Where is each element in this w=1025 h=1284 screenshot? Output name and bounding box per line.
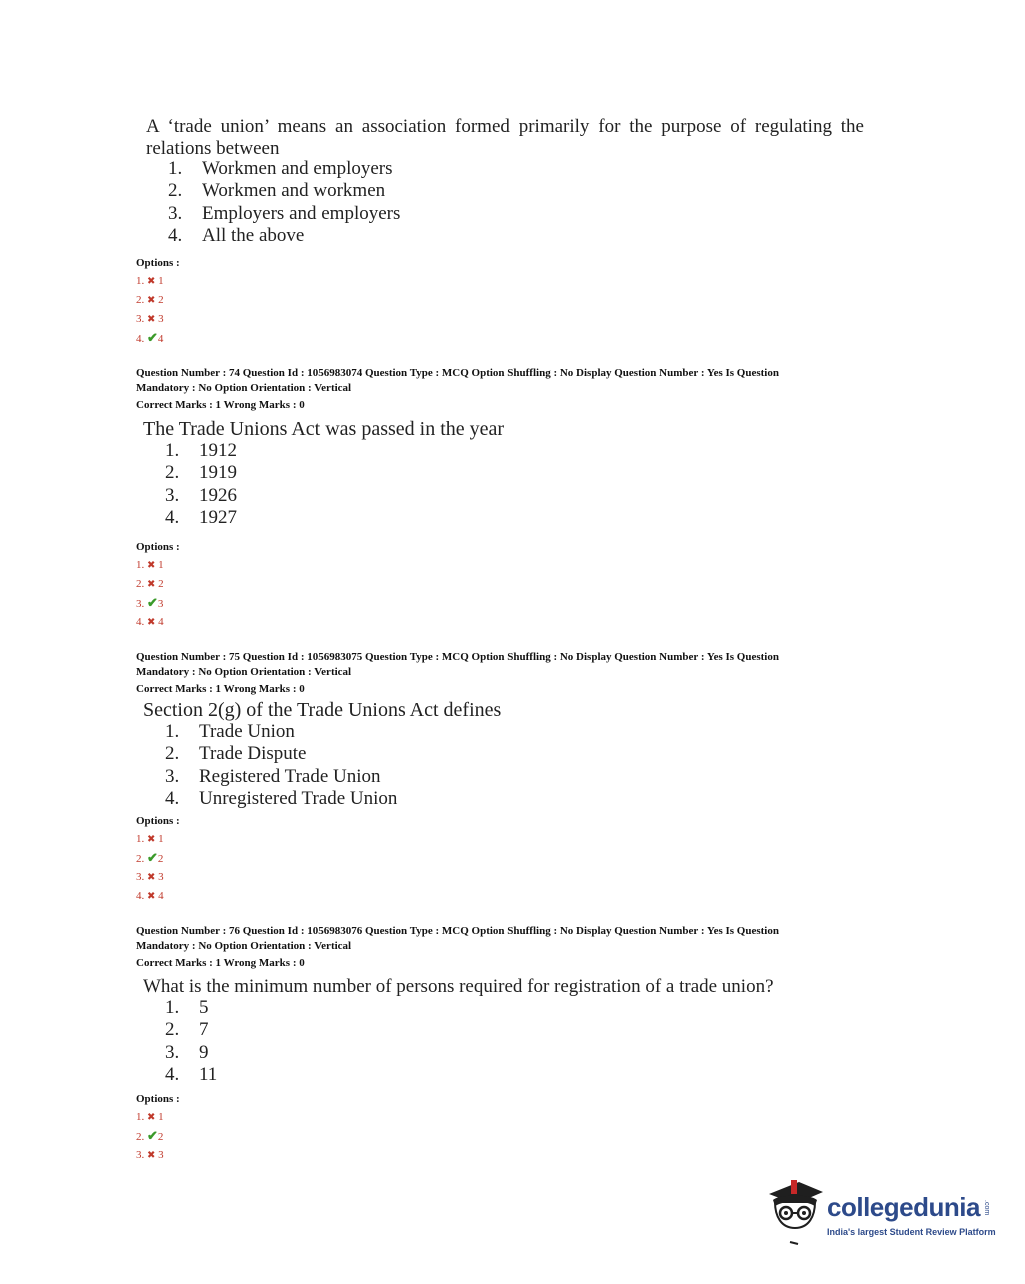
option-text: 7 — [199, 1019, 209, 1041]
option-text: All the above — [202, 224, 305, 246]
option-item — [165, 1019, 217, 1041]
answer-label: 3. — [136, 871, 145, 883]
answer-label: 3. — [136, 1149, 145, 1161]
option-item — [165, 485, 237, 507]
answer-row — [136, 613, 180, 632]
options-header: Options : — [136, 257, 180, 269]
answer-label: 1. — [136, 1111, 145, 1123]
answer-value: 2 — [158, 294, 164, 306]
answer-row — [136, 1127, 180, 1146]
option-number: 2. — [165, 743, 180, 765]
answer-row — [136, 556, 180, 575]
option-text: Trade Union — [199, 721, 295, 742]
option-number: 2. — [165, 1019, 180, 1041]
option-number: 3. — [165, 1041, 180, 1063]
logo-suffix: .com — [983, 1200, 990, 1216]
option-item — [165, 1064, 217, 1086]
answer-value: 1 — [158, 275, 164, 287]
option-text: Unregistered Trade Union — [199, 787, 398, 809]
meta-line: Mandatory : No Option Orientation : Vertical — [136, 940, 352, 952]
cross-icon: ✖ — [147, 560, 156, 571]
option-number: 4. — [168, 224, 183, 246]
cross-icon: ✖ — [147, 295, 156, 306]
cross-icon: ✖ — [147, 891, 156, 902]
option-number: 4. — [165, 506, 180, 528]
option-list — [165, 997, 217, 1086]
option-item — [165, 997, 217, 1019]
answer-label: 4. — [136, 890, 145, 902]
answer-value: 3 — [158, 1149, 164, 1161]
check-icon: ✔ — [147, 1128, 158, 1143]
options-header: Options : — [136, 1093, 180, 1105]
answer-key — [136, 812, 180, 906]
answer-row — [136, 594, 180, 613]
option-number: 1. — [165, 440, 180, 461]
answer-value: 1 — [158, 833, 164, 845]
check-icon: ✔ — [147, 850, 158, 865]
answer-value: 2 — [157, 853, 164, 865]
options-header: Options : — [136, 815, 180, 827]
answer-value: 4 — [157, 333, 164, 345]
option-text: Trade Dispute — [199, 743, 307, 765]
option-text: 11 — [199, 1063, 218, 1085]
question-meta — [136, 366, 866, 413]
option-number: 2. — [165, 462, 180, 484]
answer-row — [136, 830, 180, 849]
answer-value: 2 — [157, 1131, 164, 1143]
meta-line: Question Number : 75 Question Id : 1056983075 Question Type : MCQ Option Shuffling : No Display Question Number : Yes Is Question — [136, 651, 779, 663]
cross-icon: ✖ — [147, 1150, 156, 1161]
question-text: A ‘trade union’ means an association formed primarily for the purpose of regulating the relations between — [146, 116, 864, 159]
option-item — [165, 1042, 217, 1064]
answer-row — [136, 868, 180, 887]
answer-label: 2. — [136, 853, 145, 865]
option-item — [165, 743, 397, 765]
answer-label: 1. — [136, 559, 145, 571]
meta-line: Correct Marks : 1 Wrong Marks : 0 — [136, 399, 305, 411]
answer-row — [136, 849, 180, 868]
meta-line: Mandatory : No Option Orientation : Vertical — [136, 666, 352, 678]
option-item — [165, 788, 397, 810]
answer-label: 4. — [136, 616, 145, 628]
answer-label: 2. — [136, 578, 145, 590]
meta-line: Question Number : 76 Question Id : 1056983076 Question Type : MCQ Option Shuffling : No Display Question Number : Yes Is Question — [136, 925, 779, 937]
answer-row — [136, 291, 180, 310]
question-text: Section 2(g) of the Trade Unions Act defines — [143, 699, 502, 721]
answer-value: 1 — [158, 559, 164, 571]
cross-icon: ✖ — [147, 617, 156, 628]
option-number: 1. — [165, 997, 180, 1018]
option-list — [165, 440, 237, 529]
cross-icon: ✖ — [147, 872, 156, 883]
cross-icon: ✖ — [147, 834, 156, 845]
answer-label: 1. — [136, 833, 145, 845]
option-text: 5 — [199, 997, 209, 1018]
answer-key — [136, 254, 180, 348]
answer-row — [136, 1146, 180, 1165]
meta-line: Mandatory : No Option Orientation : Vertical — [136, 382, 352, 394]
cross-icon: ✖ — [147, 1112, 156, 1123]
answer-label: 1. — [136, 275, 145, 287]
answer-row — [136, 575, 180, 594]
cross-icon: ✖ — [147, 579, 156, 590]
check-icon: ✔ — [147, 330, 158, 345]
option-item — [165, 462, 237, 484]
option-item — [168, 180, 400, 202]
meta-line: Correct Marks : 1 Wrong Marks : 0 — [136, 683, 305, 695]
option-text: 1927 — [199, 506, 237, 528]
option-item — [168, 158, 400, 180]
answer-label: 3. — [136, 313, 145, 325]
answer-label: 2. — [136, 294, 145, 306]
answer-value: 3 — [157, 598, 164, 610]
answer-row — [136, 1108, 180, 1127]
option-number: 4. — [165, 1063, 180, 1085]
options-header: Options : — [136, 541, 180, 553]
answer-label: 2. — [136, 1131, 145, 1143]
option-item — [165, 721, 397, 743]
meta-line: Question Number : 74 Question Id : 1056983074 Question Type : MCQ Option Shuffling : No Display Question Number : Yes Is Question — [136, 367, 779, 379]
question-text: The Trade Unions Act was passed in the year — [143, 418, 505, 440]
check-icon: ✔ — [147, 595, 158, 610]
option-item — [165, 440, 237, 462]
option-item — [168, 203, 400, 225]
option-text: Employers and employers — [202, 202, 401, 224]
logo-wordmark: collegedunia — [827, 1192, 980, 1222]
meta-line: Correct Marks : 1 Wrong Marks : 0 — [136, 957, 305, 969]
option-number: 3. — [165, 765, 180, 787]
option-number: 2. — [168, 180, 183, 202]
answer-key — [136, 538, 180, 632]
option-text: Workmen and employers — [202, 158, 393, 179]
answer-value: 3 — [158, 871, 164, 883]
option-text: 1926 — [199, 484, 237, 506]
answer-row — [136, 272, 180, 291]
option-text: Workmen and workmen — [202, 180, 386, 202]
option-text: Registered Trade Union — [199, 765, 381, 787]
mascot-icon — [765, 1176, 825, 1246]
option-text: 1912 — [199, 440, 237, 461]
answer-value: 4 — [158, 616, 164, 628]
answer-label: 3. — [136, 598, 145, 610]
option-item — [165, 766, 397, 788]
option-number: 1. — [168, 158, 183, 179]
option-item — [165, 507, 237, 529]
question-meta — [136, 650, 866, 697]
cross-icon: ✖ — [147, 314, 156, 325]
collegedunia-logo — [765, 1176, 995, 1246]
answer-row — [136, 887, 180, 906]
answer-row — [136, 329, 180, 348]
option-text: 9 — [199, 1041, 209, 1063]
option-number: 3. — [165, 484, 180, 506]
option-number: 3. — [168, 202, 183, 224]
answer-row — [136, 310, 180, 329]
question-meta — [136, 924, 866, 971]
question-text: What is the minimum number of persons required for registration of a trade union? — [143, 976, 774, 997]
answer-value: 1 — [158, 1111, 164, 1123]
option-item — [168, 225, 400, 247]
option-text: 1919 — [199, 462, 237, 484]
answer-label: 4. — [136, 333, 145, 345]
option-number: 4. — [165, 787, 180, 809]
answer-value: 2 — [158, 578, 164, 590]
cross-icon: ✖ — [147, 276, 156, 287]
option-list — [168, 158, 400, 247]
option-number: 1. — [165, 721, 180, 742]
answer-key — [136, 1090, 180, 1165]
logo-tagline: India's largest Student Review Platform — [827, 1227, 996, 1237]
option-list — [165, 721, 397, 810]
answer-value: 4 — [158, 890, 164, 902]
answer-value: 3 — [158, 313, 164, 325]
